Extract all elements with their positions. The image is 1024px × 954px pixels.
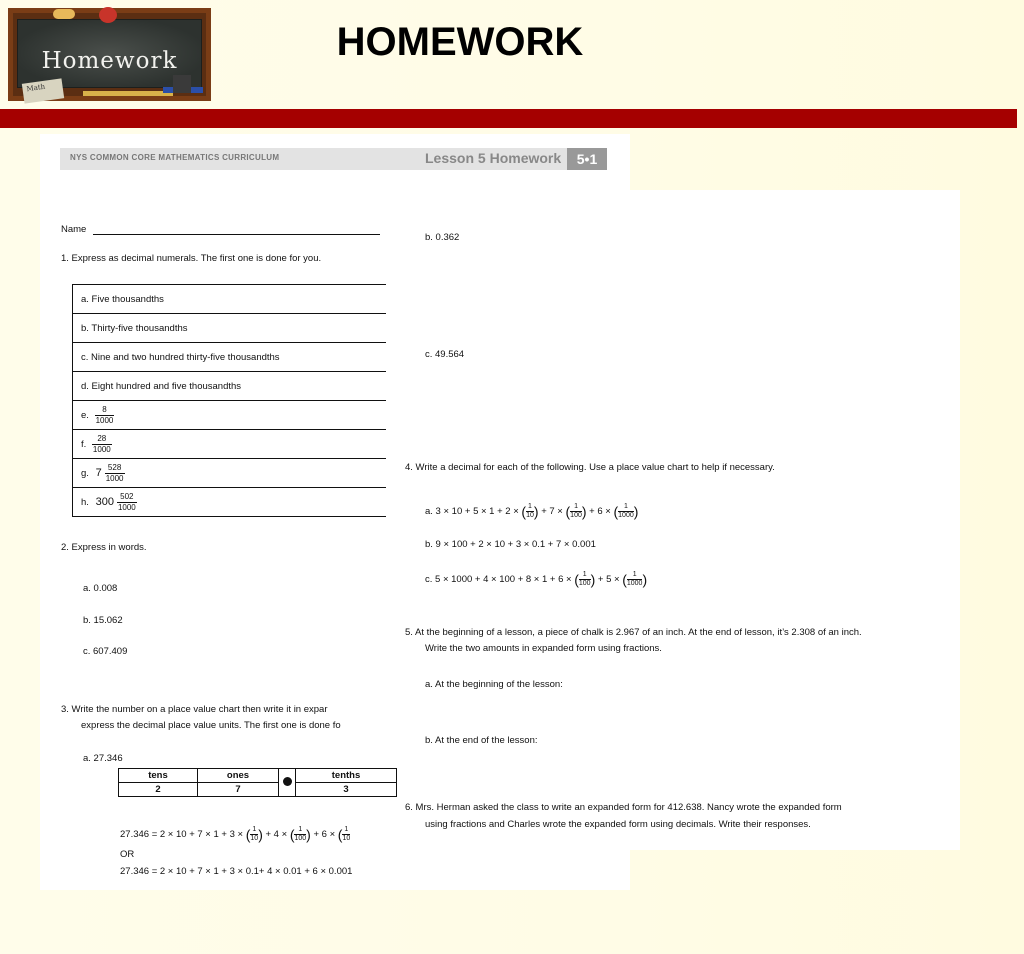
fraction <box>92 434 112 455</box>
table-row <box>119 783 397 797</box>
q3-expanded-fractions: 27.346 = 2 × 10 + 7 × 1 + 3 × ( $\frac{1}{10}) + 4$ × ( $\frac{1}{100}) + 6$ × ( $\frac{1}{10}$ <box>120 826 351 843</box>
table-row <box>73 372 387 401</box>
q1-row-c: c. Nine and two hundred thirty-five thousandths <box>73 343 387 372</box>
q2-item-a: a. 0.008 <box>83 583 118 594</box>
fraction-denominator: 10 <box>250 835 259 842</box>
lesson-label: Lesson 5 Homework <box>425 150 562 166</box>
question-6-line-2: using fractions and Charles wrote the expanded form using decimals. Write their responses. <box>425 819 811 830</box>
question-3-line-2: express the decimal place value units. The first one is done fo <box>81 720 341 731</box>
fraction-denominator: 100 <box>294 835 307 842</box>
fraction-numerator: 1 <box>627 571 643 580</box>
fraction <box>526 503 534 520</box>
q5-item-b: b. At the end of the lesson: <box>425 735 538 746</box>
math-book-icon: Math <box>22 78 64 103</box>
fraction-numerator: 1 <box>579 571 591 580</box>
expression-text: c. 5 × 1000 + 4 × 100 + 8 × 1 + 6 × <box>425 574 572 586</box>
fraction <box>579 571 591 588</box>
question-4: 4. Write a decimal for each of the following. Use a place value chart to help if necessary. <box>405 462 775 473</box>
decimal-point-cell <box>279 769 296 797</box>
fraction-numerator: 528 <box>105 463 125 474</box>
mixed-whole: 300 <box>95 495 114 508</box>
place-value-chart <box>118 768 397 797</box>
fraction <box>618 503 634 520</box>
fraction-denominator: 1000 <box>105 473 124 483</box>
q1-h-label: h. <box>81 496 89 508</box>
name-label: Name <box>61 224 87 235</box>
pv-value-ones: 7 <box>198 783 279 797</box>
lesson-badge: 5•1 <box>567 148 607 170</box>
fraction-numerator: 1 <box>294 826 306 835</box>
expression-text: a. 3 × 10 + 5 × 1 + 2 × <box>425 506 519 518</box>
q3-item-a: a. 27.346 <box>83 753 123 764</box>
q3-expanded-decimals: 27.346 = 2 × 10 + 7 × 1 + 3 × 0.1+ 4 × 0.01 + 6 × 0.001 <box>120 866 353 877</box>
cup-icon <box>173 75 191 93</box>
q1-row-h <box>73 488 387 517</box>
fraction-denominator: 100 <box>578 580 591 587</box>
logo-text: Homework <box>41 48 178 74</box>
q2-item-b: b. 15.062 <box>83 615 123 626</box>
fraction-numerator: 1 <box>618 503 634 512</box>
question-1-table <box>72 284 386 517</box>
q1-row-g <box>73 459 387 488</box>
fraction-denominator: 100 <box>570 512 582 519</box>
pv-value-tenths: 3 <box>296 783 397 797</box>
pv-header-ones: ones <box>198 769 279 783</box>
fraction-numerator: 1 <box>570 503 582 512</box>
pv-header-tenths: tenths <box>296 769 397 783</box>
fraction <box>342 826 350 843</box>
q1-e-label: e. <box>81 409 89 421</box>
q1-row-f <box>73 430 387 459</box>
fraction <box>105 463 125 484</box>
page-title: HOMEWORK <box>336 20 584 64</box>
red-divider-bar <box>0 109 1017 128</box>
question-2: 2. Express in words. <box>61 542 147 553</box>
right-item-b: b. 0.362 <box>425 232 460 243</box>
q1-row-b: b. Thirty-five thousandths <box>73 314 387 343</box>
right-item-c: c. 49.564 <box>425 349 465 360</box>
table-row <box>73 459 387 488</box>
q1-g-label: g. <box>81 467 89 479</box>
fraction <box>627 571 643 588</box>
table-row <box>73 430 387 459</box>
q3-or: OR <box>120 849 135 860</box>
question-5-line-2: Write the two amounts in expanded form using fractions. <box>425 643 662 654</box>
q4-item-b: b. 9 × 100 + 2 × 10 + 3 × 0.1 + 7 × 0.001 <box>425 539 596 550</box>
fraction <box>570 503 582 520</box>
question-1: 1. Express as decimal numerals. The first one is done for you. <box>61 253 322 264</box>
decimal-point-icon <box>283 777 292 786</box>
fraction <box>117 492 137 513</box>
fraction-denominator: 10 <box>526 512 534 519</box>
fraction <box>294 826 306 843</box>
pv-header-tens: tens <box>119 769 198 783</box>
pencil-icon <box>83 91 173 96</box>
q1-row-d: d. Eight hundred and five thousandths <box>73 372 387 401</box>
fraction-numerator: 8 <box>95 405 115 416</box>
fraction-numerator: 1 <box>344 826 349 833</box>
expression-text: + 4 × <box>265 829 288 841</box>
curriculum-label: NYS COMMON CORE MATHEMATICS CURRICULUM <box>70 153 280 162</box>
q1-row-e <box>73 401 387 430</box>
table-row <box>73 285 387 314</box>
mixed-whole: 7 <box>95 466 102 479</box>
question-6-line-1: 6. Mrs. Herman asked the class to write an expanded form for 412.638. Nancy wrote the expanded form <box>405 802 842 813</box>
fraction <box>95 405 115 426</box>
fraction-numerator: 28 <box>92 434 112 445</box>
fraction-denominator: 1000 <box>626 580 643 587</box>
question-5-line-1: 5. At the beginning of a lesson, a piece of chalk is 2.967 of an inch. At the end of lesson, it’s 2.308 of an inch. <box>405 627 862 638</box>
expression-text: + 5 × <box>597 574 620 586</box>
fraction-denominator: 1000 <box>95 415 114 425</box>
q4-item-c: c. 5 × 1000 + 4 × 100 + 8 × 1 + 6 × ( $\frac{1}{100}) + 5$ × ( $\frac{1}{1000}$) <box>425 571 648 588</box>
q2-item-c: c. 607.409 <box>83 646 128 657</box>
fraction-numerator: 502 <box>117 492 137 503</box>
expression-text: 27.346 = 2 × 10 + 7 × 1 + 3 × <box>120 829 244 841</box>
fraction-numerator: 1 <box>252 826 257 833</box>
expression-text: + 6 × <box>589 506 611 518</box>
table-row <box>119 769 397 783</box>
expression-text: + 7 × <box>541 506 563 518</box>
fraction-denominator: 10 <box>342 835 351 842</box>
fraction-denominator: 1000 <box>92 444 111 454</box>
fraction-denominator: 1000 <box>117 502 136 512</box>
name-line <box>93 234 380 235</box>
homework-logo <box>8 8 211 101</box>
flower-decoration <box>53 9 75 19</box>
table-row <box>73 343 387 372</box>
worksheet-right-area <box>390 190 960 850</box>
q5-item-a: a. At the beginning of the lesson: <box>425 679 563 690</box>
pv-value-tens: 2 <box>119 783 198 797</box>
q1-row-a: a. Five thousandths <box>73 285 387 314</box>
table-row <box>73 488 387 517</box>
fraction-numerator: 1 <box>528 503 532 510</box>
question-3-line-1: 3. Write the number on a place value chart then write it in expar <box>61 704 328 715</box>
q4-item-a: a. 3 × 10 + 5 × 1 + 2 × ( $\frac{1}{10}) + 7$ × ( $\frac{1}{100}) + 6$ × ( $\frac{1}{1000}$) <box>425 503 639 520</box>
expression-text: + 6 × <box>313 829 336 841</box>
table-row <box>73 314 387 343</box>
fraction-denominator: 1000 <box>618 512 634 519</box>
apple-icon <box>99 7 117 23</box>
table-row <box>73 401 387 430</box>
q1-f-label: f. <box>81 438 87 450</box>
